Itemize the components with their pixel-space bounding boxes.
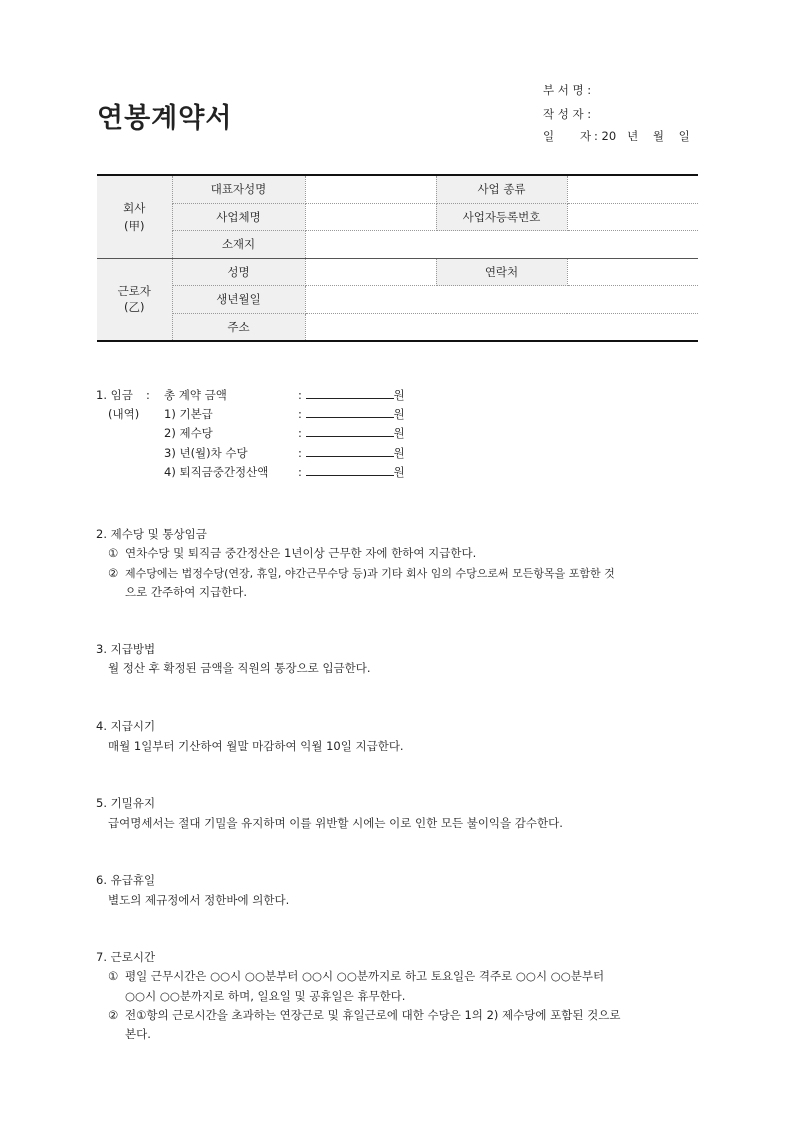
- worker-contact-value[interactable]: [567, 258, 698, 286]
- worker-name-value[interactable]: [305, 258, 436, 286]
- wage-item-sep: [298, 463, 405, 483]
- section-7-item-2-line-2: 본다.: [125, 1027, 151, 1041]
- wage-heading: 1. 임금: [96, 388, 133, 402]
- wage-item-sep: [298, 424, 405, 444]
- wage-item-label: 총 계약 금액: [164, 388, 227, 402]
- section-7-title: 7. 근로시간: [96, 950, 156, 964]
- section-2-item-2-line-1: 제수당에는 법정수당(연장, 휴일, 야간근무수당 등)과 기타 회사 임의 수당으로써 모든항목을 포함한 것: [125, 567, 615, 580]
- wage-unit: 원: [393, 465, 405, 479]
- worker-group-cell: [97, 258, 172, 341]
- section-3-body: 월 정산 후 확정된 금액을 직원의 통장으로 입금한다.: [108, 661, 371, 675]
- company-group-label: 회사: [123, 200, 146, 215]
- party-info-table: [97, 174, 698, 342]
- writer-label: 작 성 자 :: [543, 107, 592, 121]
- wage-unit: 원: [393, 407, 405, 421]
- dept-label: 부 서 명 :: [543, 83, 592, 97]
- section-6-title: 6. 유급휴일: [96, 873, 156, 887]
- section-7-item-2-line-1: 전①항의 근로시간을 초과하는 연장근로 및 휴일근로에 대한 수당은 1의 2) 제수당에 포함된 것으로: [125, 1008, 621, 1022]
- date-label-2: 자: [580, 129, 592, 143]
- wage-base-input[interactable]: [306, 406, 394, 418]
- date-label-1: 일: [543, 129, 555, 143]
- section-2-item-1: 연차수당 및 퇴직금 중간정산은 1년이상 근무한 자에 한하여 지급한다.: [125, 546, 477, 560]
- company-address-label: 소재지: [172, 231, 305, 259]
- wage-leave-input[interactable]: [306, 445, 394, 457]
- wage-item-colon: :: [298, 446, 302, 460]
- section-2-item-1-mark: ①: [108, 546, 119, 560]
- wage-item-label: 1) 기본급: [164, 407, 213, 421]
- wage-allowance-input[interactable]: [306, 425, 394, 437]
- biz-name-label: 사업체명: [172, 203, 305, 231]
- rep-name-label: 대표자성명: [172, 175, 305, 203]
- biz-type-label: 사업 종류: [436, 175, 567, 203]
- wage-item-colon: :: [298, 426, 302, 440]
- biz-name-value[interactable]: [305, 203, 436, 231]
- wage-item-sep: [298, 405, 405, 425]
- wage-item-label: 2) 제수당: [164, 426, 213, 440]
- wage-unit: 원: [393, 446, 405, 460]
- wage-item-label: 3) 년(월)차 수당: [164, 446, 248, 460]
- worker-contact-label: 연락처: [436, 258, 567, 286]
- wage-unit: 원: [393, 388, 405, 402]
- worker-address-value[interactable]: [305, 313, 698, 341]
- wage-item-label: 4) 퇴직금중간정산액: [164, 465, 269, 479]
- worker-address-label: 주소: [172, 313, 305, 341]
- wage-severance-input[interactable]: [306, 464, 394, 476]
- section-2-item-2-mark: ②: [108, 566, 119, 580]
- company-group-cell: [97, 175, 172, 258]
- worker-group-label: 근로자: [117, 284, 151, 299]
- wage-item-colon: :: [298, 388, 302, 402]
- biz-type-value[interactable]: [567, 175, 698, 203]
- section-7-item-1-mark: ①: [108, 969, 119, 983]
- section-7-item-1-line-2: ○○시 ○○분까지로 하며, 일요일 및 공휴일은 휴무한다.: [125, 989, 406, 1003]
- wage-item-colon: :: [298, 465, 302, 479]
- section-6-body: 별도의 제규정에서 정한바에 의한다.: [108, 893, 290, 907]
- date-value: : 20 년 월 일: [594, 129, 690, 143]
- section-3-title: 3. 지급방법: [96, 642, 156, 656]
- wage-total-input[interactable]: [306, 387, 394, 399]
- section-4-title: 4. 지급시기: [96, 719, 156, 733]
- worker-birth-value[interactable]: [305, 286, 698, 314]
- document-title: 연봉계약서: [97, 103, 233, 134]
- biz-reg-label: 사업자등록번호: [436, 203, 567, 231]
- section-7-item-2-mark: ②: [108, 1008, 119, 1022]
- section-5-title: 5. 기밀유지: [96, 796, 156, 810]
- wage-heading-colon: :: [146, 388, 150, 402]
- section-2-title: 2. 제수당 및 통상임금: [96, 527, 207, 541]
- section-5-body: 급여명세서는 절대 기밀을 유지하며 이를 위반할 시에는 이로 인한 모든 불이익을 감수한다.: [108, 816, 563, 830]
- company-address-value[interactable]: [305, 231, 698, 259]
- section-4-body: 매월 1일부터 기산하여 월말 마감하여 익월 10일 지급한다.: [108, 739, 404, 753]
- wage-item-sep: [298, 444, 405, 464]
- wage-unit: 원: [393, 426, 405, 440]
- worker-name-label: 성명: [172, 258, 305, 286]
- section-7-item-1-line-1: 평일 근무시간은 ○○시 ○○분부터 ○○시 ○○분까지로 하고 토요일은 격주로 ○○시 ○○분부터: [125, 969, 605, 983]
- company-group-sub: (甲): [124, 218, 145, 233]
- rep-name-value[interactable]: [305, 175, 436, 203]
- section-2-item-2-line-2: 으로 간주하여 지급한다.: [125, 585, 248, 599]
- wage-item-colon: :: [298, 407, 302, 421]
- wage-item-sep: [298, 386, 405, 406]
- worker-birth-label: 생년월일: [172, 286, 305, 314]
- biz-reg-value[interactable]: [567, 203, 698, 231]
- worker-group-sub: (乙): [124, 300, 145, 315]
- wage-breakdown-label: (내역): [108, 407, 140, 421]
